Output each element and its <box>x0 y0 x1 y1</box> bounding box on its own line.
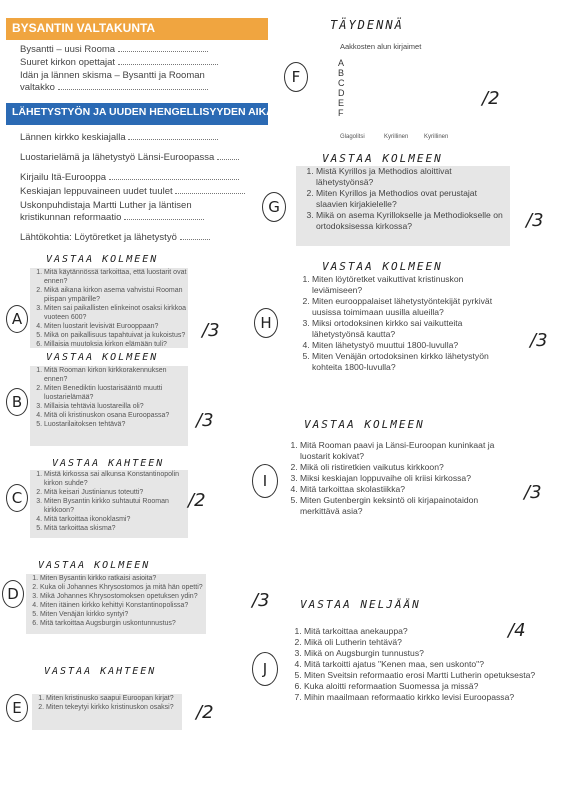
table-column-label: Kyrillinen <box>384 134 409 140</box>
question-item: 5. Miten Venäjän ortodoksinen kirkko lähetystyön kohteita 1800-luvulla? <box>312 351 514 373</box>
question-list <box>32 694 182 712</box>
score: /2 <box>196 702 214 723</box>
section-header-lahetystyo <box>6 103 274 125</box>
group-letter-circle: C <box>6 484 28 512</box>
topic-line: Bysantti – uusi Rooma <box>20 44 208 55</box>
question-item: 1. Mitä Rooman paavi ja Länsi-Euroopan kuninkaat ja luostarit kokivat? <box>300 440 514 462</box>
score: /3 <box>524 482 542 503</box>
group-letter-circle: F <box>284 62 308 92</box>
question-item: 5. Mitä tarkoittaa skisma? <box>44 524 188 533</box>
question-list <box>26 574 206 628</box>
question-item: 1. Mitä käytännössä tarkoittaa, että luostarit ovat ennen? <box>44 268 188 286</box>
group-heading: VASTAA KOLMEEN <box>322 152 443 165</box>
group-letter-circle: G <box>262 192 286 222</box>
question-item: 5. Mikä on paikallisuus tapahtuivat ja kukoistus? <box>44 331 188 340</box>
question-item: 1. Miten löytöretket vaikuttivat kristinuskon leviämiseen? <box>312 274 514 296</box>
question-box <box>32 694 182 730</box>
score: /3 <box>196 410 214 431</box>
table-column-label: Glagolitsi <box>340 134 365 140</box>
question-box <box>292 274 514 373</box>
question-item: 5. Luostarilaitoksen tehtävä? <box>44 420 188 429</box>
group-heading: VASTAA KOLMEEN <box>322 260 443 273</box>
group-letter-circle: J <box>252 652 278 686</box>
group-letter-circle: I <box>252 464 278 498</box>
topic-line: Suuret kirkon opettajat <box>20 57 218 68</box>
score: /2 <box>188 490 206 511</box>
question-item: 2. Miten eurooppalaiset lähetystyöntekijät pyrkivät uusissa toimimaan uusilla alueilla? <box>312 296 514 318</box>
group-heading: VASTAA KOLMEEN <box>46 352 159 363</box>
question-list <box>30 268 188 349</box>
question-item: 3. Mikä on asema Kyrillokselle ja Methodiokselle on ortodoksisessa kirkossa? <box>316 210 510 232</box>
question-item: 3. Miksi keskiajan loppuvaihe oli kriisi kirkossa? <box>300 473 514 484</box>
score: /3 <box>252 590 270 611</box>
topic-line: Luostarielämä ja lähetystyö Länsi-Euroopassa <box>20 152 239 163</box>
letter: C <box>338 78 345 88</box>
topic-line: Kirjailu Itä-Eurooppa <box>20 172 239 183</box>
table-column-label: Kyrillinen <box>424 134 449 140</box>
question-item: 2. Mikä aikana kirkon asema vahvistui Rooman piispan ympärille? <box>44 286 188 304</box>
question-item: 4. Miten luostarit levisivät Eurooppaan? <box>44 322 188 331</box>
section-title: BYSANTIN VALTAKUNTA <box>12 21 156 35</box>
question-item: 1. Mistä Kyrillos ja Methodios aloittivat lähetystyönsä? <box>316 166 510 188</box>
group-letter-circle: B <box>6 388 28 416</box>
group-letter-circle: A <box>6 305 28 333</box>
question-item: 1. Mitä Rooman kirkon kirkkorakennuksen ennen? <box>44 366 188 384</box>
topic-line: Lännen kirkko keskiajalla <box>20 132 218 143</box>
table-caption: Aakkosten alun kirjaimet <box>340 42 422 51</box>
question-item: 2. Miten Benediktin luostarisääntö muutti luostarielämää? <box>44 384 188 402</box>
group-heading: VASTAA KOLMEEN <box>304 418 425 431</box>
letter: E <box>338 98 345 108</box>
alphabet-letters <box>338 58 345 118</box>
question-item: 7. Mihin maailmaan reformaatio kirkko levisi Euroopassa? <box>304 692 558 703</box>
question-list <box>296 166 510 232</box>
section-title: LÄHETYSTYÖN JA UUDEN HENGELLISYYDEN AIKA <box>12 106 274 118</box>
question-item: 5. Miten Venäjän kirkko syntyi? <box>40 610 206 619</box>
question-item: 6. Millaisia muutoksia kirkon elämään tuli? <box>44 340 188 349</box>
group-heading: VASTAA KOLMEEN <box>46 254 159 265</box>
question-box <box>30 366 188 446</box>
question-item: 4. Mitä tarkoittaa ikonoklasmi? <box>44 515 188 524</box>
question-item: 2. Kuka oli Johannes Khrysostomos ja mitä hän opetti? <box>40 583 206 592</box>
question-item: 4. Mitä oli kristinuskon osana Euroopassa? <box>44 411 188 420</box>
group-heading: VASTAA KAHTEEN <box>44 666 157 677</box>
score: /3 <box>530 330 548 351</box>
topic-line: Uskonpuhdistaja Martti Luther ja läntisen <box>20 200 192 211</box>
question-item: 2. Mikä oli Lutherin tehtävä? <box>304 637 558 648</box>
question-item: 2. Miten Kyrillos ja Methodios ovat perustajat slaavien kirjakielelle? <box>316 188 510 210</box>
group-letter-circle: E <box>6 694 28 722</box>
question-item: 4. Miten itäinen kirkko kehittyi Konstantinopolissa? <box>40 601 206 610</box>
question-item: 1. Miten Bysantin kirkko ratkaisi asioita? <box>40 574 206 583</box>
topic-line: Keskiajan leppuvaineen uudet tuulet <box>20 186 245 197</box>
question-item: 3. Millaisia tehtäviä luostareilla oli? <box>44 402 188 411</box>
question-item: 3. Miksi ortodoksinen kirkko sai vaikutteita lähetystyönsä kautta? <box>312 318 514 340</box>
letter: B <box>338 68 345 78</box>
question-item: 6. Kuka aloitti reformaation Suomessa ja missä? <box>304 681 558 692</box>
topic-line: valtakko <box>20 82 208 93</box>
group-heading: TÄYDENNÄ <box>330 18 404 32</box>
question-box <box>26 574 206 634</box>
question-list <box>280 440 514 517</box>
question-item: 3. Miten sai paikallisten elinkeinot osaksi kirkkoa vuoteen 600? <box>44 304 188 322</box>
letter: A <box>338 58 345 68</box>
score: /4 <box>508 620 526 641</box>
group-heading: VASTAA KAHTEEN <box>52 458 165 469</box>
question-item: 2. Mitä keisari Justinianus toteutti? <box>44 488 188 497</box>
letter: D <box>338 88 345 98</box>
group-letter-circle: D <box>2 580 24 608</box>
group-heading: VASTAA KOLMEEN <box>38 560 151 571</box>
question-item: 1. Mitä tarkoittaa anekauppa? <box>304 626 558 637</box>
question-item: 4. Mitä tarkoittaa skolastiikka? <box>300 484 514 495</box>
question-item: 2. Miten tekeytyi kirkko kristinuskon osaksi? <box>46 703 182 712</box>
question-item: 5. Miten Sveitsin reformaatio erosi Martti Lutherin opetuksesta? <box>304 670 558 681</box>
question-item: 3. Mikä on Augsburgin tunnustus? <box>304 648 558 659</box>
topic-line: Lähtökohtia: Löytöretket ja lähetystyö <box>20 232 210 243</box>
question-box <box>296 166 510 246</box>
question-box <box>30 268 188 348</box>
question-list <box>30 366 188 429</box>
question-list <box>292 274 514 373</box>
question-list <box>30 470 188 533</box>
letter: F <box>338 108 344 118</box>
question-item: 1. Miten kristinusko saapui Euroopan kirjat? <box>46 694 182 703</box>
question-item: 1. Mistä kirkossa sai alkunsa Konstantinopolin kirkon suhde? <box>44 470 188 488</box>
section-header-bysantti <box>6 18 268 40</box>
topic-line: Idän ja lännen skisma – Bysantti ja Rooman <box>20 70 205 81</box>
question-item: 3. Miten Bysantin kirkko suhtautui Rooman kirkkoon? <box>44 497 188 515</box>
question-item: 2. Mikä oli ristiretkien vaikutus kirkkoon? <box>300 462 514 473</box>
score: /3 <box>202 320 220 341</box>
score: /3 <box>526 210 544 231</box>
score: /2 <box>482 88 500 109</box>
question-item: 5. Miten Gutenbergin keksintö oli kirjapainotaidon merkittävä asia? <box>300 495 514 517</box>
question-item: 4. Miten lähetystyö muuttui 1800-luvulla? <box>312 340 514 351</box>
question-item: 3. Mikä Johannes Khrysostomoksen opetuksen ydin? <box>40 592 206 601</box>
topic-line: kristikunnan reformaatio <box>20 212 204 223</box>
question-box <box>280 440 514 517</box>
question-item: 6. Mitä tarkoittaa Augsburgin uskontunnustus? <box>40 619 206 628</box>
group-letter-circle: H <box>254 308 278 338</box>
question-box <box>30 470 188 538</box>
group-heading: VASTAA NELJÄÄN <box>300 598 421 611</box>
question-item: 4. Mitä tarkoitti ajatus "Kenen maa, sen uskonto"? <box>304 659 558 670</box>
